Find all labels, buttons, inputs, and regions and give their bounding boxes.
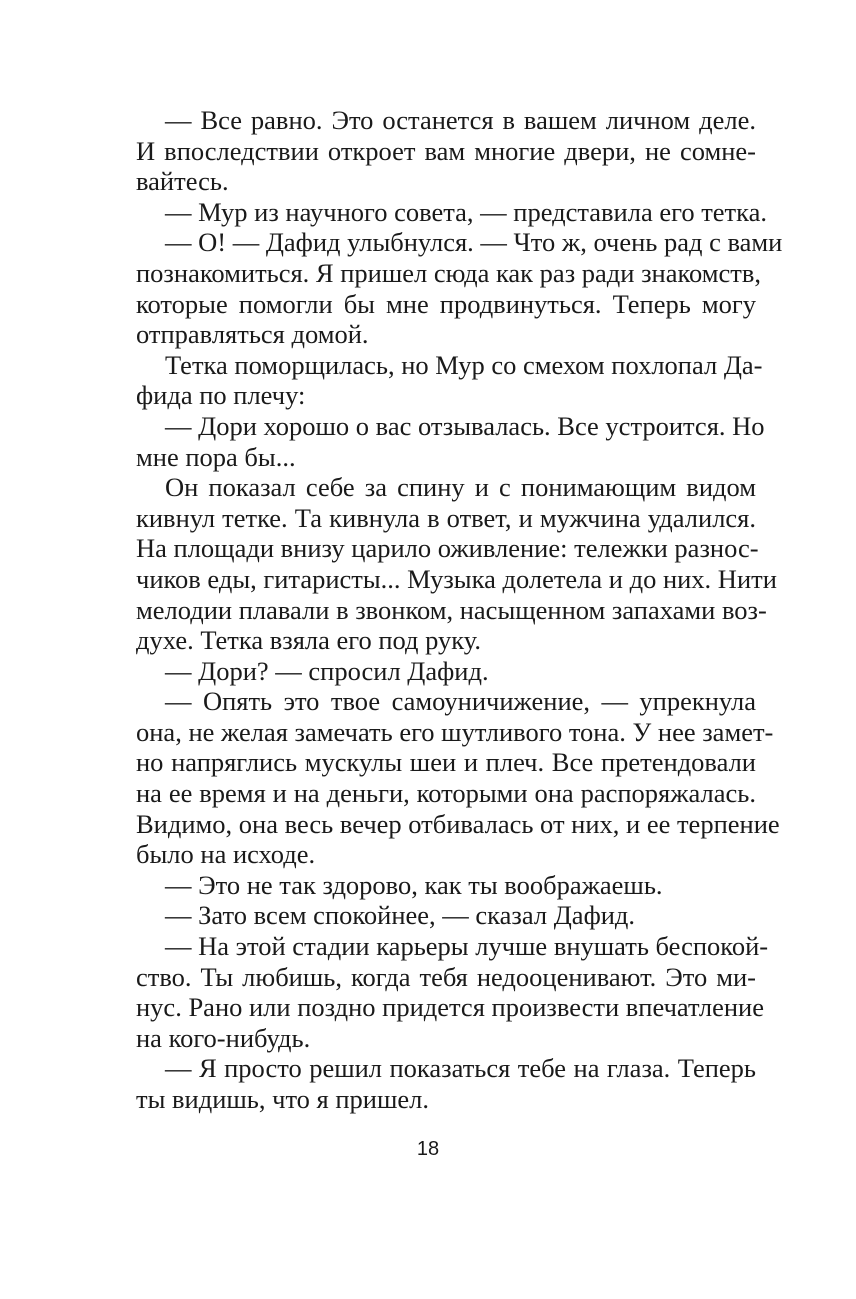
text-line: ство. Ты любишь, когда тебя недооценивают. Это ми- <box>136 961 756 992</box>
text-line: — Мур из научного совета, — представила его тетка. <box>165 196 767 227</box>
text-line: Тетка поморщилась, но Мур со смехом похлопал Да- <box>165 349 763 380</box>
body-text <box>136 105 783 1115</box>
text-line: которые помогли бы мне продвинуться. Теперь могу <box>136 288 756 319</box>
text-line: — На этой стадии карьеры лучше внушать беспокой- <box>165 931 769 962</box>
text-line: Видимо, она весь вечер отбивалась от них, и ее терпение <box>136 808 780 839</box>
text-line: кивнул тетке. Та кивнула в ответ, и мужчина удалился. <box>136 502 756 533</box>
text-line: на кого-нибудь. <box>136 1022 311 1053</box>
page-number: 18 <box>416 1138 440 1160</box>
text-line: чиков еды, гитаристы... Музыка долетела и до них. Нити <box>136 563 777 594</box>
text-line: — Все равно. Это останется в вашем личном деле. <box>165 105 756 135</box>
text-line: но напряглись мускулы шеи и плеч. Все претендовали <box>136 747 756 778</box>
text-line: И впоследствии откроет вам многие двери, не сомне- <box>136 135 756 166</box>
text-line: — Зато всем спокойнее, — сказал Дафид. <box>165 900 636 931</box>
text-line: Он показал себе за спину и с понимающим видом <box>165 472 756 503</box>
text-line: — Это не так здорово, как ты воображаешь. <box>165 869 663 900</box>
text-line: — О! — Дафид улыбнулся. — Что ж, очень рад с вами <box>165 227 783 258</box>
text-line: На площади внизу царило оживление: тележки разнос- <box>136 533 759 564</box>
text-line: она, не желая замечать его шутливого тона. У нее замет- <box>136 716 774 747</box>
text-line: — Дори хорошо о вас отзывалась. Все устроится. Но <box>165 410 765 441</box>
text-line: — Опять это твое самоуничижение, — упрекнула <box>165 686 756 717</box>
text-line: — Дори? — спросил Дафид. <box>165 655 489 686</box>
text-line: мне пора бы... <box>136 441 296 472</box>
text-line: на ее время и на деньги, которыми она распоряжалась. <box>136 778 756 809</box>
text-line: духе. Тетка взяла его под руку. <box>136 625 481 656</box>
text-line: отправляться домой. <box>136 319 369 350</box>
text-line: вайтесь. <box>136 166 229 197</box>
text-line: ты видишь, что я пришел. <box>136 1084 429 1114</box>
text-line: нус. Рано или поздно придется произвести впечатление <box>136 992 765 1023</box>
text-line: познакомиться. Я пришел сюда как раз ради знакомств, <box>136 257 762 288</box>
text-line: фида по плечу: <box>136 380 306 411</box>
text-line: было на исходе. <box>136 839 316 870</box>
text-line: — Я просто решил показаться тебе на глаза. Теперь <box>165 1053 756 1084</box>
text-line: мелодии плавали в звонком, насыщенном запахами воз- <box>136 594 767 625</box>
